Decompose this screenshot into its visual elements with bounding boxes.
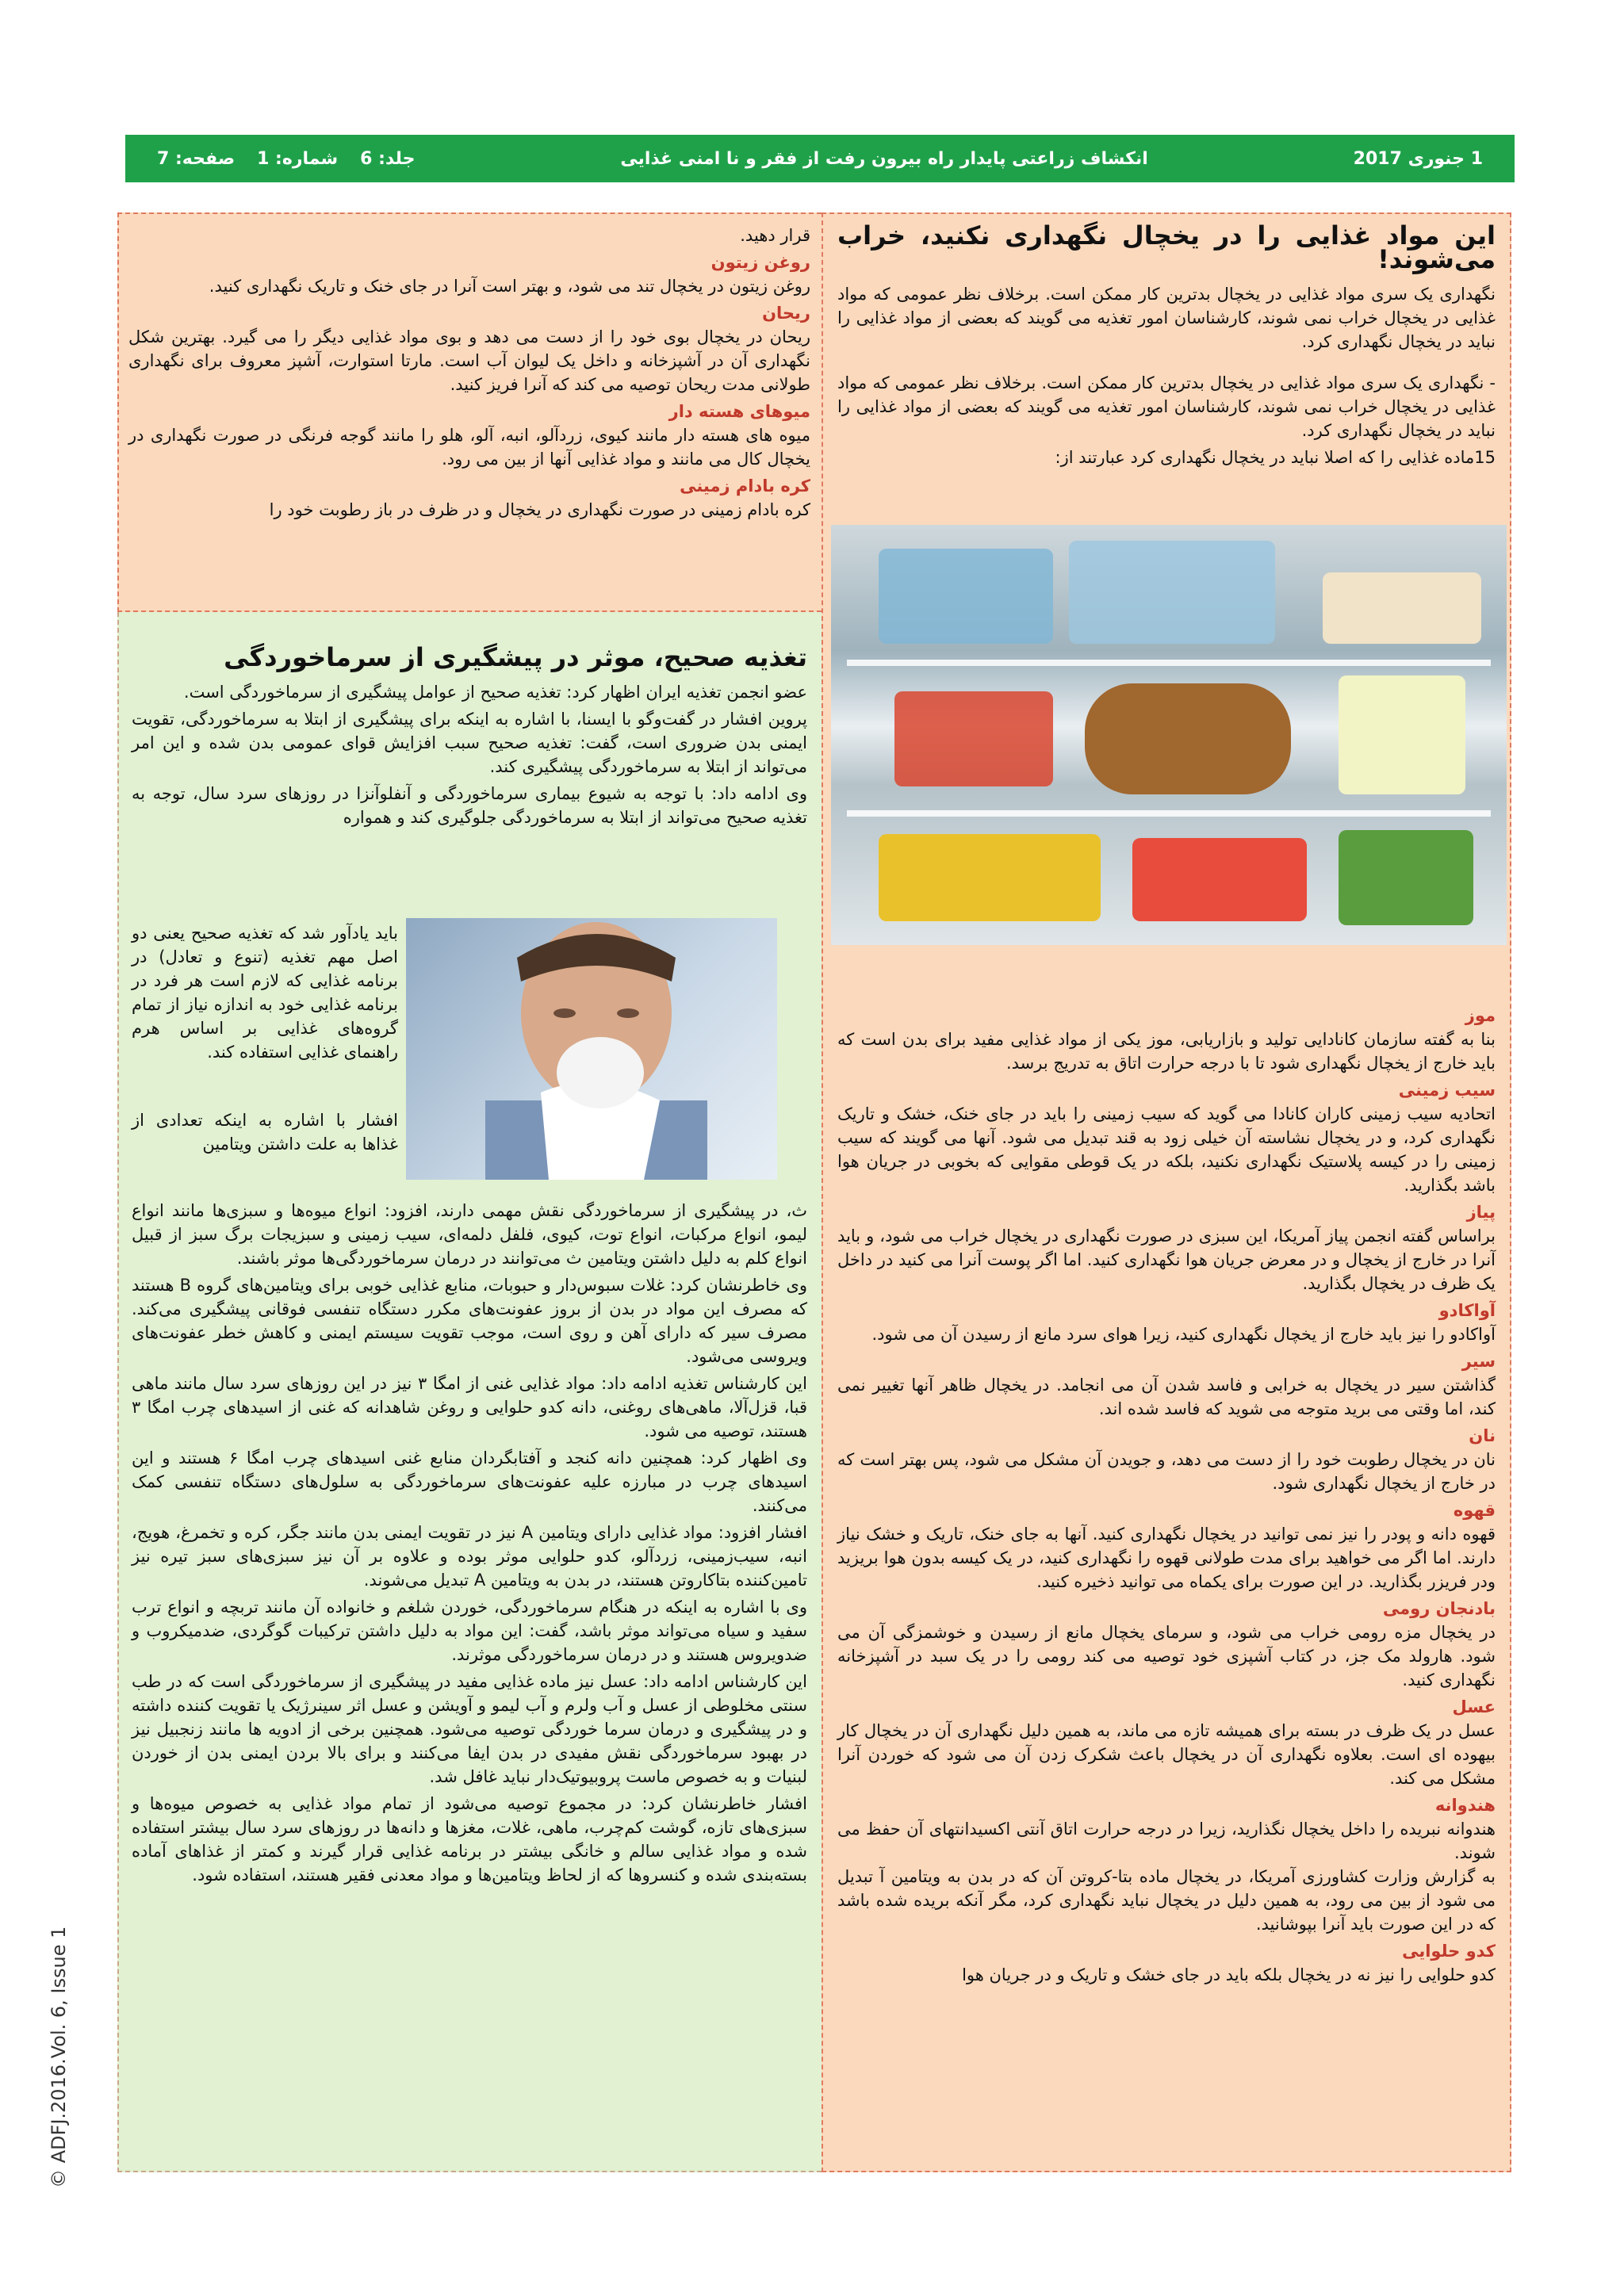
section-text-honey: عسل در یک ظرف در بسته برای همیشه تازه می ماند، به همین دلیل نگهداری آن در یخچال کار بیهوده ای است. بعلاوه نگهداری آن در یخچال باعث شکرک زدن آن می شود که خوردن آنرا مشکل می کند. <box>837 1721 1496 1788</box>
header-title: انکشاف زراعتی پایدار راه بیرون رفت از فقر و نا امنی غذایی <box>620 148 1148 169</box>
fridge-photo <box>831 525 1507 945</box>
side-copyright: © ADFJ.2016.Vol. 6, Issue 1 <box>48 1926 70 2188</box>
header-bar <box>125 135 1515 182</box>
left-paragraph-8: افشار افزود: مواد غذایی دارای ویتامین A نیز در تقویت ایمنی بدن مانند جگر، کره و تخمرغ، هویج، انبه، سیب‌زمینی، زردآلو، کدو حلوایی موثر بوده و علاوه بر آن نیز سبزی‌های سبز تیره نیز تامین‌کننده بتاکاروتن هستند، در بدن به ویتامین A تبدیل می‌شوند. <box>132 1523 807 1590</box>
section-text-basil: ریحان در یخچال بوی خود را از دست می دهد و بوی مواد غذایی دیگر را می گیرد. بهترین شکل نگهداری آن در آشپزخانه و داخل یک لیوان آب است. مارتا استوارت، آشپز معروف برای نگهداری طولانی مدت ریحان توصیه می کند که آنرا فریز کنید. <box>128 327 810 394</box>
header-meta <box>157 149 415 169</box>
section-heading-avocado: آواکادو <box>1438 1301 1496 1320</box>
left-beside-photo <box>132 921 398 1159</box>
section-text-coffee: قهوه دانه و پودر را نیز نمی توانید در یخچال نگهداری کنید. آنها به جای خنک، تاریک و خشک نیاز دارند. اما اگر می خواهید برای مدت طولانی قهوه را نگهداری کنید، در یک کیسه بدون هوا بریزید ودر فریزر بگذارید. در این صورت برای یکماه می توانید ذخیره کنید. <box>837 1525 1496 1591</box>
section-heading-tomato: بادنجان رومی <box>1382 1599 1496 1618</box>
left-paragraph-9: وی با اشاره به اینکه در هنگام سرماخوردگی، خوردن شلغم و خانواده آن مانند تربچه و انواع ترب سفید و سیاه می‌تواند موثر باشد، گفت: این مواد به دلیل داشتن ترکیبات گوگردی، ضدمیکروب و ضدویروس هستند و در درمان سرماخوردگی موثرند. <box>132 1598 807 1664</box>
left-top-column <box>128 224 810 525</box>
section-text-stone-fruit: میوه های هسته دار مانند کیوی، زردآلو، انبه، آلو، هلو را مانند گوجه فرنگی در صورت نگهداری در یخچال کال می مانند و مواد غذایی آنها از بین می رود. <box>128 426 810 469</box>
right-paragraph-2: - نگهداری یک سری مواد غذایی در یخچال بدترین کار ممکن است. برخلاف نظر عمومی که مواد غذایی در یخچال خراب نمی شوند، کارشناسان امور تغذیه می گویند که بعضی از مواد غذایی را نباید در یخچال نگهداری کرد. <box>837 373 1496 440</box>
left-top-lead: قرار دهید. <box>740 226 810 245</box>
section-text-avocado: آواکادو را نیز باید خارج از یخچال نگهداری کنید، زیرا هوای سرد مانع از رسیدن آن می شود. <box>871 1325 1496 1344</box>
left-article-title: تغذیه صحیح، موثر در پیشگیری از سرماخوردگی <box>224 642 807 672</box>
section-text-onion: براساس گفته انجمن پیاز آمریکا، این سبزی در صورت نگهداری در یخچال خراب می شود، و باید آنرا در خارج از یخچال و در معرض جریان هوا نگهداری کنید. اما اگر پوست آنرا می کنید در داخل یک ظرف در یخچال بگذارید. <box>837 1226 1496 1293</box>
right-paragraph-1: نگهداری یک سری مواد غذایی در یخچال بدترین کار ممکن است. برخلاف نظر عمومی که مواد غذایی در یخچال خراب نمی شوند، کارشناسان امور تغذیه می گویند که بعضی از مواد غذایی را نباید در یخچال نگهداری کرد. <box>837 285 1496 351</box>
header-volume: جلد: 6 <box>360 148 416 169</box>
left-paragraph-7: وی اظهار کرد: همچنین دانه کنجد و آفتابگردان منابع غنی اسیدهای چرب امگا ۶ هستند و این اسیدهای چرب در مبارزه علیه عفونت‌های سرماخوردگی به سلول‌های دستگاه تنفسی کمک می‌کنند. <box>132 1448 807 1515</box>
cold-sick-man-photo <box>406 918 777 1180</box>
section-text-bread: نان در یخچال رطوبت خود را از دست می دهد، و جویدن آن مشکل می شود، پس بهتر است که در خارج از یخچال نگهداری شود. <box>837 1450 1496 1493</box>
left-paragraph-4: ث، در پیشگیری از سرماخوردگی نقش مهمی دارند، افزود: انواع میوه‌ها و سبزی‌ها مانند انواع لیمو، انواع مرکبات، انواع توت، کیوی، فلفل دلمه‌ای، سیب زمینی و سبزیجات برگ سبز از قبیل انواع کلم به دلیل داشتن ویتامین ث می‌توانند در درمان سرماخوردگی‌ها موثر باشند. <box>132 1201 807 1268</box>
left-bottom-rest <box>132 1199 807 1890</box>
section-text-garlic: گذاشتن سیر در یخچال به خرابی و فاسد شدن آن می انجامد. در یخچال ظاهر آنها تغییر نمی کند، اما وقتی می برید متوجه می شوید که فاسد شده اند. <box>837 1376 1496 1418</box>
section-heading-honey: عسل <box>1452 1697 1496 1716</box>
section-heading-bread: نان <box>1469 1426 1496 1445</box>
left-bottom-top <box>132 642 807 832</box>
section-text-pumpkin: کدو حلوایی را نیز نه در یخچال بلکه باید در جای خشک و تاریک و در جریان هوا <box>962 1965 1496 1984</box>
header-issue: شماره: 1 <box>257 148 339 169</box>
section-heading-watermelon: هندوانه <box>1434 1796 1496 1815</box>
left-paragraph-3: وی ادامه داد: با توجه به شیوع بیماری سرماخوردگی و آنفلوآنزا در روزهای سرد سال، توجه به تغذیه صحیح می‌تواند از ابتلا به سرماخوردگی جلوگیری کند و همواره <box>132 784 807 827</box>
left-paragraph-11: افشار خاطرنشان کرد: در مجموع توصیه می‌شود از تمام مواد غذایی به خصوص میوه‌ها و سبزی‌های تازه، گوشت کم‌چرب، ماهی، غلات، مغزها و دانه‌ها در روزهای سرد سال بیشتر استفاده شده و مواد غذایی سالم و خانگی بیشتر در برنامه غذایی قرار گیرند و کمتر از غذاهای آماده بسته‌بندی شده و کنسروها که از لحاظ ویتامین‌ها و مواد معدنی فقیر هستند، استفاده شود. <box>132 1794 807 1885</box>
right-sections <box>837 1001 1496 1990</box>
left-paragraph-2: پروین افشار در گفت‌وگو با ایسنا، با اشاره به اینکه برای پیشگیری از ابتلا به سرماخوردگی، تقویت ایمنی بدن ضروری است، گفت: تغذیه صحیح سبب افزایش قوای عمومی بدن شده و این امر می‌تواند از ابتلا به سرماخوردگی پیشگیری کند. <box>132 710 807 776</box>
left-paragraph-6: این کارشناس تغذیه ادامه داد: مواد غذایی غنی از امگا ۳ نیز در این روزهای سرد سال مانند ماهی قبا، قزل‌آلا، ماهی‌های روغنی، دانه کدو حلوایی و روغن شاهدانه که غنی از اسیدهای چرب امگا ۳ هستند، توصیه می شود. <box>132 1374 807 1441</box>
left-paragraph-10: این کارشناس ادامه داد: عسل نیز ماده غذایی مفید در پیشگیری از سرماخوردگی است که در طب سنتی مخلوطی از عسل و آب ولرم و آب لیمو و آویشن و عسل اثر سینرژیک یا تقویت کننده داشته و در پیشگیری و درمان سرما خوردگی توصیه می‌شود. همچنین برخی از ادویه ها مانند زنجبیل نیز در بهبود سرماخوردگی نقش مفیدی در بدن ایفا می‌کنند و برای بالا بردن ایمنی بدن از خوردن لبنیات و به خصوص ماست پروبیوتیک‌دار نباید غافل شد. <box>132 1672 807 1786</box>
section-text-tomato: در یخچال مزه رومی خراب می شود، و سرمای یخچال مانع از رسیدن و خوشمزگی آن می شود. هارولد مک جز، در کتاب آشپزی خود توصیه می کند رومی را در یک سبد در آشپزخانه نگهداری کنید. <box>837 1623 1496 1689</box>
section-heading-coffee: قهوه <box>1453 1501 1496 1520</box>
section-text-peanut-butter: کره بادام زمینی در صورت نگهداری در یخچال و در ظرف در باز رطوبت خود را <box>269 500 810 519</box>
section-heading-garlic: سیر <box>1461 1352 1496 1371</box>
left-paragraph-beside-2: افشار با اشاره به اینکه تعدادی از غذاها به علت داشتن ویتامین <box>132 1111 398 1154</box>
section-heading-pumpkin: کدو حلوایی <box>1402 1942 1496 1961</box>
right-article-title: این مواد غذایی را در یخچال نگهداری نکنید، خراب می‌شوند! <box>837 220 1496 274</box>
section-text-olive-oil: روغن زیتون در یخچال تند می شود، و بهتر است آنرا در جای خنک و تاریک نگهداری کنید. <box>209 277 810 296</box>
right-article-top <box>837 220 1496 473</box>
right-paragraph-3: 15ماده غذایی را که اصلا نباید در یخچال نگهداری کرد عبارتند از: <box>1055 448 1496 467</box>
section-text-banana: بنا به گفته سازمان کانادایی تولید و بازاریابی، موز یکی از مواد غذایی مفید برای بدن است که باید خارج از یخچال نگهداری شود تا با درجه حرارت اتاق به تدریج برسد. <box>837 1030 1496 1073</box>
section-heading-potato: سیب زمینی <box>1398 1081 1496 1100</box>
section-heading-basil: ریحان <box>762 304 810 323</box>
section-text-potato: اتحادیه سیب زمینی کاران کانادا می گوید که سیب زمینی را باید در جای خنک، خشک و تاریک نگهداری کرد، و در یخچال نشاسته آن خیلی زود به قند تبدیل می شود. آنها می گویند که سیب زمینی را در کیسه پلاستیک نگهداری نکنید، بلکه در یک قوطی مقوایی که بخوبی در جریان هوا باشد بگذارید. <box>837 1104 1496 1195</box>
left-paragraph-beside: باید یادآور شد که تغذیه صحیح یعنی دو اصل مهم تغذیه (تنوع و تعادل) در برنامه غذایی که لازم است هر فرد در برنامه غذایی خود به اندازه نیاز از تمام گروه‌های غذایی بر اساس هرم راهنمای غذایی استفاده کند. <box>132 924 398 1062</box>
section-heading-olive-oil: روغن زیتون <box>710 253 810 272</box>
section-heading-banana: موز <box>1465 1006 1496 1025</box>
section-heading-peanut-butter: کره بادام زمینی <box>680 476 810 496</box>
section-heading-onion: پیاز <box>1466 1203 1496 1222</box>
left-paragraph-1: عضو انجمن تغذیه ایران اظهار کرد: تغذیه صحیح از عوامل پیشگیری از سرماخوردگی است. <box>183 683 807 702</box>
sick-man-illustration <box>406 918 777 1180</box>
section-text-watermelon: هندوانه نبریده را داخل یخچال نگذارید، زیرا در درجه حرارت اتاق آنتی اکسیدانتهای آن حفظ می شوند. به گزارش وزارت کشاورزی آمریکا، در یخچال ماده بتا-کروتن آن که در بدن به ویتامین آ تبدیل می شود از بین می رود، به همین دلیل در یخچال نباید نگهداری کرد، مگر آنکه بریده شده باشد که در این صورت باید آنرا بپوشانید. <box>837 1820 1496 1934</box>
header-date: 1 جنوری 2017 <box>1353 148 1483 169</box>
header-page: صفحه: 7 <box>157 148 236 169</box>
section-heading-stone-fruit: میوهای هسته دار <box>668 402 810 421</box>
left-paragraph-5: وی خاطرنشان کرد: غلات سبوس‌دار و حبوبات، منابع غذایی خوبی برای ویتامین‌های گروه B هستند که مصرف این مواد در بدن از بروز عفونت‌های مکرر دستگاه تنفسی فوقانی پیشگیری می‌کند. مصرف سیر که دارای آهن و روی است، موجب تقویت سیستم ایمنی و کاهش خطر عفونت‌های ویروسی می‌شود. <box>132 1276 808 1366</box>
